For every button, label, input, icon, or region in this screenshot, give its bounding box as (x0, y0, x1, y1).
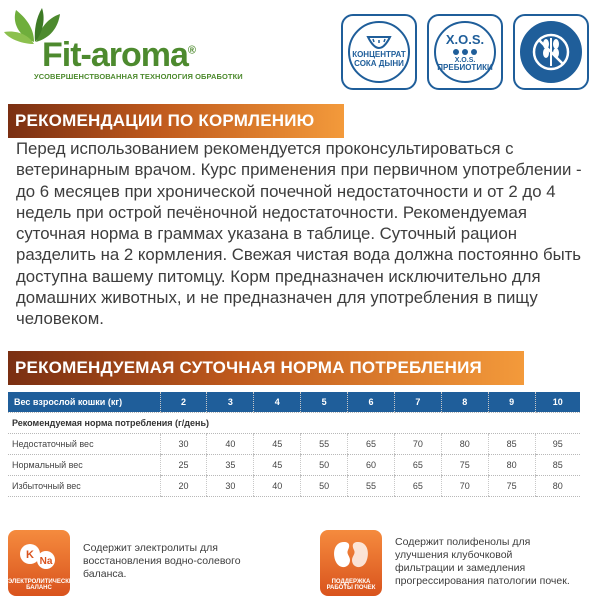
weight-col: 7 (394, 392, 441, 412)
table-cell: 35 (207, 454, 254, 475)
weight-col: 6 (348, 392, 395, 412)
table-cell: 20 (160, 475, 207, 496)
electrolyte-description: Содержит электролиты для восстановления водно-солевого баланса. (83, 542, 241, 580)
brand-name: Fit-aroma® (42, 36, 196, 74)
table-cell: 55 (348, 475, 395, 496)
badge-grain-free (513, 14, 589, 90)
weight-header: Вес взрослой кошки (кг) (8, 392, 160, 412)
table-row (8, 454, 580, 475)
kidney-description: Содержит полифенолы для улучшения клубочковой фильтрации и замедления прогрессирования патологии почек. (395, 536, 570, 587)
feeding-recommendations: Перед использованием рекомендуется проконсультироваться с ветеринарным врачом. Курс применения при первичном употреблении - до 6 месяцев при хронической почечной недостаточности и от 2 до 4 недель при острой печёночной недостаточности. Рекомендуемая суточная норма в граммах указана в таблице. Суточный рацион разделить на 2 кормления. Свежая чистая вода должна постоянно быть доступна вашему питомцу. Корм предназначен исключительно для домашних животных, и не предназначен для употребления в пищу человеком. (16, 139, 582, 329)
table-cell: 70 (394, 433, 441, 454)
feeding-norm-table (8, 392, 580, 497)
table-cell: 60 (348, 454, 395, 475)
badge-xos: X.O.S. X.O.S. ПРЕБИОТИКИ (427, 14, 503, 90)
table-cell: 80 (488, 454, 535, 475)
table-row (8, 433, 580, 454)
table-cell: 65 (348, 433, 395, 454)
brand-tagline: УСОВЕРШЕНСТВОВАННАЯ ТЕХНОЛОГИЯ ОБРАБОТКИ (34, 72, 243, 81)
weight-col: 3 (207, 392, 254, 412)
table-cell: 75 (488, 475, 535, 496)
row-label: Недостаточный вес (8, 433, 160, 454)
table-cell: 25 (160, 454, 207, 475)
electrolyte-badge (8, 530, 78, 596)
table-row (8, 475, 580, 496)
table-cell: 30 (160, 433, 207, 454)
feeding-section-title: РЕКОМЕНДАЦИИ ПО КОРМЛЕНИЮ (8, 104, 344, 138)
badge-melon-juice: КОНЦЕНТРАТ СОКА ДЫНИ (341, 14, 417, 90)
electrolyte-label: ЭЛЕКТРОЛИТИЧЕСКИЙ БАЛАНС (8, 578, 78, 592)
potassium-symbol: K (26, 549, 34, 561)
table-cell: 40 (207, 433, 254, 454)
weight-col: 4 (254, 392, 301, 412)
table-cell: 85 (488, 433, 535, 454)
weight-col: 9 (488, 392, 535, 412)
no-grain-icon (531, 32, 571, 72)
table-cell: 95 (535, 433, 580, 454)
sodium-symbol: Na (39, 556, 53, 567)
table-cell: 30 (207, 475, 254, 496)
weight-col: 8 (441, 392, 488, 412)
kidney-badge (320, 530, 382, 596)
table-cell: 80 (441, 433, 488, 454)
weight-col: 10 (535, 392, 580, 412)
table-cell: 75 (441, 454, 488, 475)
table-cell: 70 (441, 475, 488, 496)
table-cell: 50 (301, 475, 348, 496)
table-cell: 45 (254, 433, 301, 454)
feature-kidney (320, 530, 590, 594)
page-header (0, 0, 597, 100)
kidney-icon (320, 532, 382, 576)
table-cell: 65 (394, 454, 441, 475)
electrolyte-icon (8, 532, 70, 576)
row-label: Избыточный вес (8, 475, 160, 496)
table-header-row (8, 392, 580, 412)
weight-col: 5 (301, 392, 348, 412)
row-label: Нормальный вес (8, 454, 160, 475)
melon-icon (366, 35, 392, 51)
weight-col: 2 (160, 392, 207, 412)
brand-logo (4, 6, 243, 86)
table-cell: 55 (301, 433, 348, 454)
table-cell: 65 (394, 475, 441, 496)
table-cell: 50 (301, 454, 348, 475)
table-subheader-row (8, 412, 580, 433)
table-cell: 40 (254, 475, 301, 496)
kidney-label: ПОДДЕРЖКА РАБОТЫ ПОЧЕК (326, 578, 376, 592)
norm-section-title: РЕКОМЕНДУЕМАЯ СУТОЧНАЯ НОРМА ПОТРЕБЛЕНИЯ (8, 351, 524, 385)
molecule-icon (452, 47, 478, 57)
feature-badges (341, 14, 589, 90)
table-cell: 80 (535, 475, 580, 496)
norm-subheader: Рекомендуемая норма потребления (г/день) (8, 412, 580, 433)
table-cell: 45 (254, 454, 301, 475)
feature-electrolyte (8, 530, 298, 594)
table-cell: 85 (535, 454, 580, 475)
